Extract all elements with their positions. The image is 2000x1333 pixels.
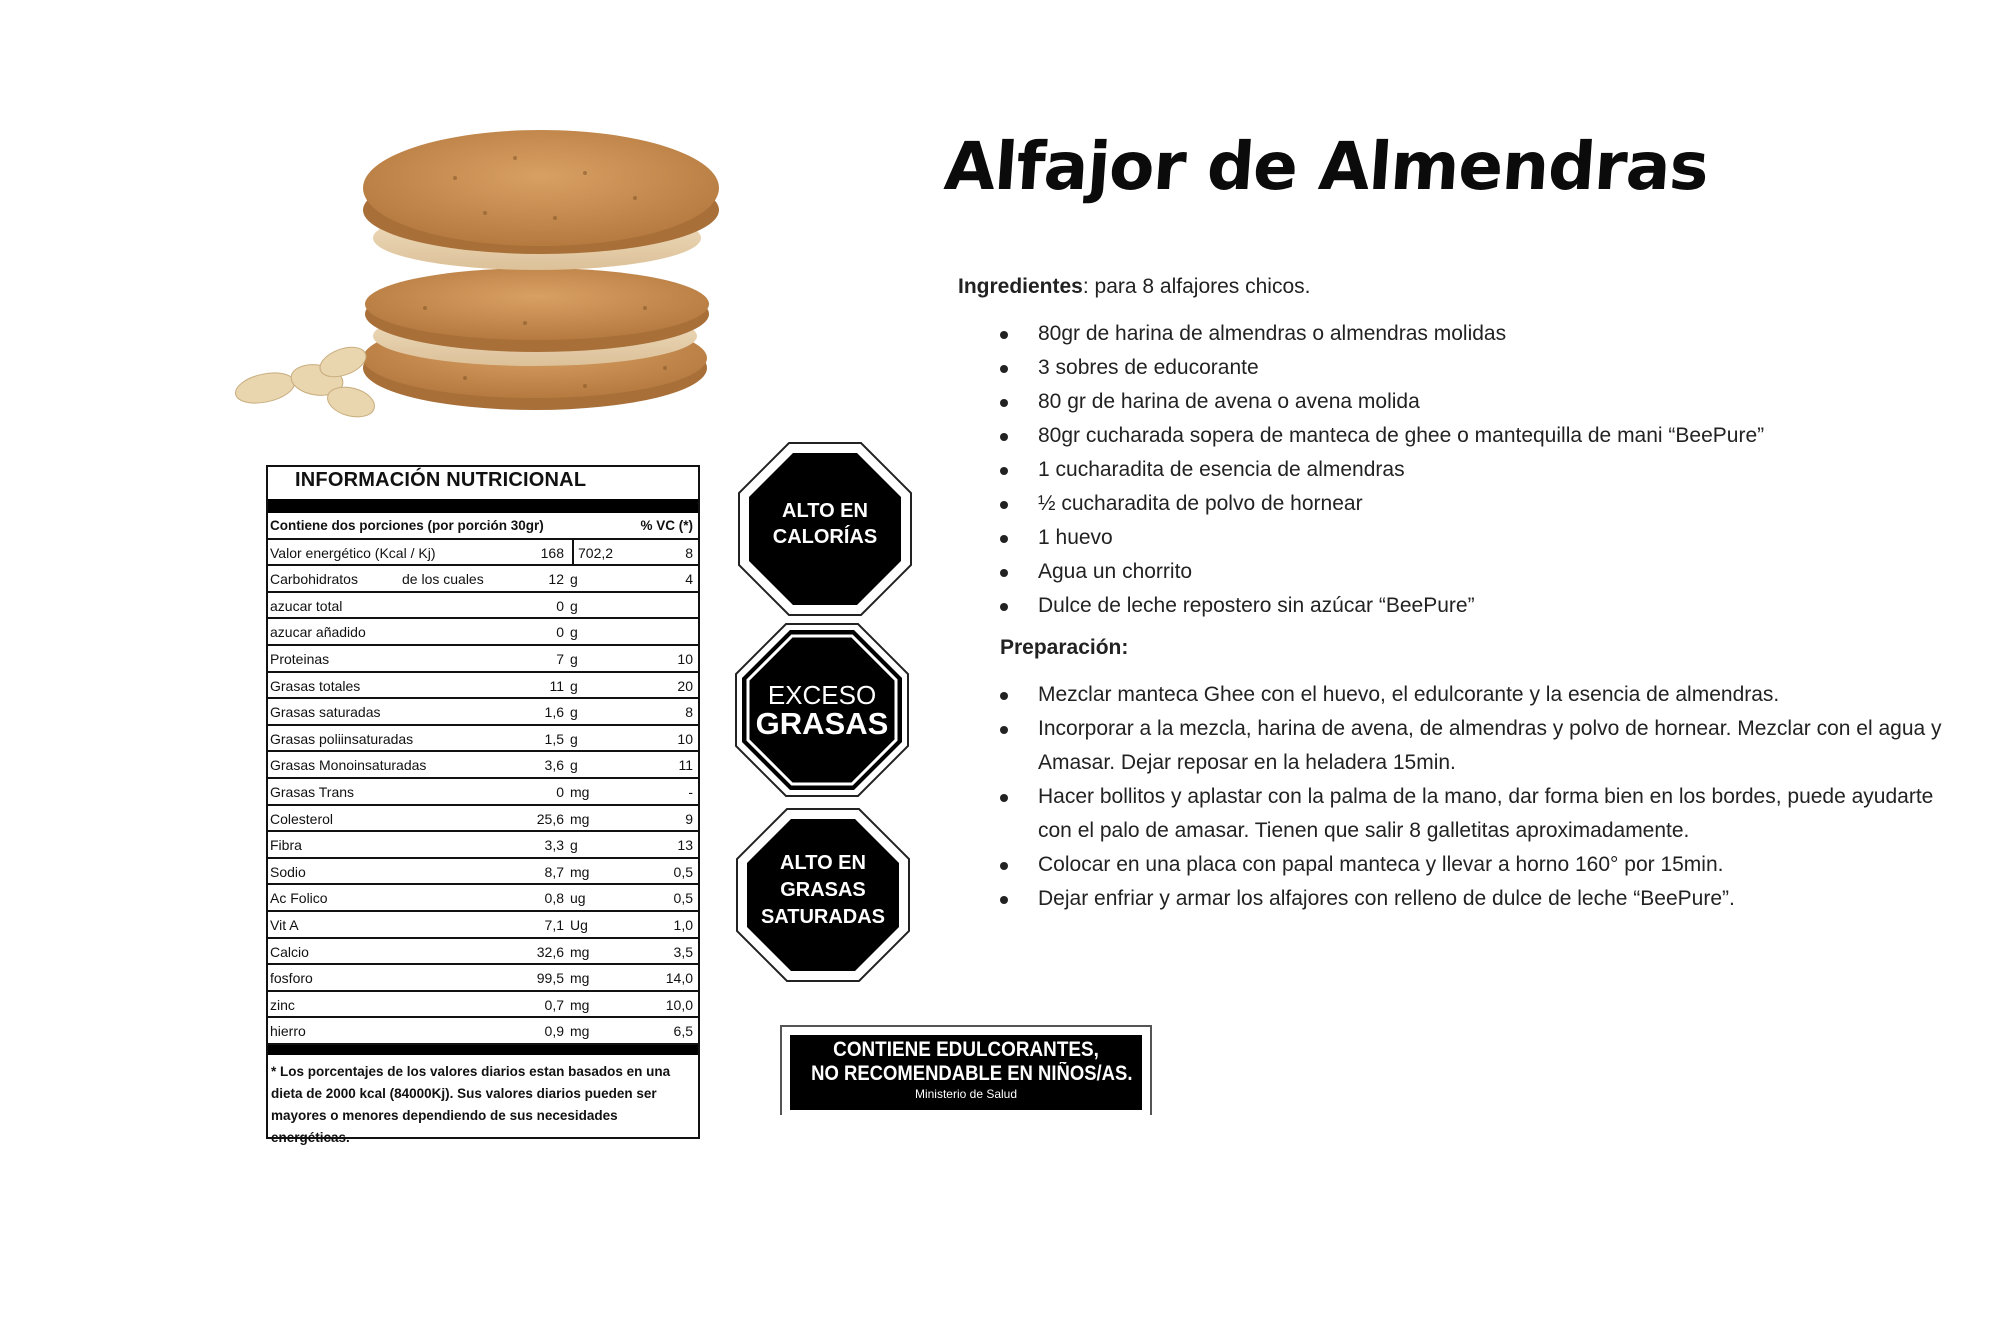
nutrient-vc: 8 xyxy=(685,544,693,561)
nutrient-unit: g xyxy=(570,704,578,721)
nutrient-name: Grasas saturadas xyxy=(270,704,381,721)
nutrient-amount: 8,7 xyxy=(544,863,564,880)
preparation-heading: Preparación: xyxy=(1000,636,1129,659)
seal-line: ALTO EN xyxy=(782,500,868,522)
nutrient-name: Grasas Trans xyxy=(270,783,355,800)
nutrient-vc: 0,5 xyxy=(673,863,693,880)
nutrient-name: fosforo xyxy=(270,970,313,987)
nutrient-vc: 13 xyxy=(677,837,693,854)
nutrition-portion-row xyxy=(268,513,698,540)
nutrient-name: zinc xyxy=(270,996,295,1013)
nutrient-vc: 6,5 xyxy=(673,1023,693,1040)
nutrient-unit: mg xyxy=(570,810,590,827)
nutrient-unit: ug xyxy=(570,890,586,907)
alfajor-product-image xyxy=(225,118,745,428)
preparation-list xyxy=(958,678,1958,916)
portion-label: Contiene dos porciones (por porción 30gr) xyxy=(270,518,544,533)
ingredient-item: Dulce de leche repostero sin azúcar “BeePure” xyxy=(958,589,1958,623)
nutrient-amount: 3,6 xyxy=(544,757,564,774)
nutrition-row xyxy=(268,673,698,700)
nutrient-note: de los cuales xyxy=(402,571,484,588)
preparation-step: Incorporar a la mezcla, harina de avena, de almendras y polvo de hornear. Mezclar con el agua y Amasar. Dejar reposar en la heladera 15min. xyxy=(958,712,1958,780)
nutrient-amount: 7,1 xyxy=(544,916,564,933)
nutrition-row xyxy=(268,752,698,779)
nutrient-amount: 7 xyxy=(556,650,564,667)
nutrient-name: Proteinas xyxy=(270,650,330,667)
nutrition-footnote: * Los porcentajes de los valores diarios estan basados en una dieta de 2000 kcal (84000Kj). Sus valores diarios pueden ser mayores o menores dependiendo de sus necesidades energéticas. xyxy=(271,1063,671,1145)
nutrient-unit: mg xyxy=(570,783,590,800)
ingredients-intro-text: : para 8 alfajores chicos. xyxy=(1082,275,1311,298)
nutrient-unit: g xyxy=(570,837,578,854)
nutrient-vc: 10 xyxy=(677,650,693,667)
preparation-step: Colocar en una placa con papal manteca y llevar a horno 160° por 15min. xyxy=(958,848,1958,882)
nutrient-amount: 168 xyxy=(540,544,564,561)
nutrient-vc: 11 xyxy=(678,757,693,774)
nutrient-unit: g xyxy=(570,677,578,694)
nutrient-name: Carbohidratos xyxy=(270,571,358,588)
nutrient-unit: Ug xyxy=(570,916,588,933)
vc-header: % VC (*) xyxy=(640,518,693,533)
nutrient-vc: 0,5 xyxy=(673,890,693,907)
nutrient-name: Vit A xyxy=(270,916,299,933)
nutrient-vc: 9 xyxy=(685,810,693,827)
seal-line: SATURADAS xyxy=(760,906,886,928)
nutrient-amount: 25,6 xyxy=(536,810,564,827)
nutrient-vc: 3,5 xyxy=(673,943,693,960)
warning-line-1: CONTIENE EDULCORANTES, xyxy=(833,1038,1099,1061)
nutrition-row xyxy=(268,859,698,886)
nutrition-row xyxy=(268,699,698,726)
nutrition-row xyxy=(268,912,698,939)
seal-exceso-grasas xyxy=(734,622,910,798)
nutrient-vc: 1,0 xyxy=(673,916,693,933)
nutrient-name: Sodio xyxy=(270,863,306,880)
nutrient-name: azucar total xyxy=(270,597,343,614)
nutrient-vc: - xyxy=(688,783,693,800)
nutrient-name: Grasas poliinsaturadas xyxy=(270,730,414,747)
nutrient-name: azucar añadido xyxy=(270,624,366,641)
sweetener-warning-box xyxy=(780,1025,1152,1115)
nutrient-amount: 32,6 xyxy=(536,943,564,960)
nutrient-amount: 0 xyxy=(556,597,564,614)
nutrition-row xyxy=(268,619,698,646)
nutrient-amount: 0,7 xyxy=(544,996,564,1013)
nutrient-unit: mg xyxy=(570,943,590,960)
nutrition-row xyxy=(268,992,698,1019)
nutrient-name: Calcio xyxy=(270,943,309,960)
nutrient-amount: 3,3 xyxy=(544,837,564,854)
nutrient-name: Grasas Monoinsaturadas xyxy=(270,757,427,774)
nutrition-row xyxy=(268,1018,698,1045)
nutrient-amount: 11 xyxy=(549,677,564,694)
seal-alto-en-grasas-saturadas xyxy=(735,807,911,983)
nutrition-row xyxy=(268,540,698,567)
recipe-body xyxy=(958,275,1958,916)
nutrition-row xyxy=(268,646,698,673)
nutrient-unit: g xyxy=(570,730,578,747)
nutrient-vc: 10 xyxy=(677,730,693,747)
nutrition-facts-table xyxy=(266,465,700,1145)
nutrient-amount: 0,8 xyxy=(544,890,564,907)
nutrient-name: Fibra xyxy=(270,837,302,854)
nutrient-unit: mg xyxy=(570,1023,590,1040)
ingredient-item: ½ cucharadita de polvo de hornear xyxy=(958,487,1958,521)
nutrition-divider xyxy=(268,499,698,513)
nutrient-name: Ac Folico xyxy=(270,890,328,907)
nutrient-amount: 99,5 xyxy=(536,970,564,987)
preparation-step: Dejar enfriar y armar los alfajores con relleno de dulce de leche “BeePure”. xyxy=(958,882,1958,916)
nutrient-unit: mg xyxy=(570,863,590,880)
ingredients-list xyxy=(958,317,1958,623)
sweetener-warning xyxy=(790,1035,1142,1110)
nutrition-row xyxy=(268,566,698,593)
ingredients-heading xyxy=(958,275,1958,299)
ingredient-item: 80 gr de harina de avena o avena molida xyxy=(958,385,1958,419)
nutrient-unit: g xyxy=(570,624,578,641)
nutrition-row xyxy=(268,593,698,620)
preparation-step: Mezclar manteca Ghee con el huevo, el edulcorante y la esencia de almendras. xyxy=(958,678,1958,712)
nutrient-amount: 12 xyxy=(548,571,564,588)
nutrient-amount: 0,9 xyxy=(544,1023,564,1040)
seal-line: ALTO EN xyxy=(780,852,866,874)
nutrient-vc: 20 xyxy=(677,677,693,694)
nutrition-divider xyxy=(268,1045,698,1055)
nutrient-amount: 1,5 xyxy=(544,730,564,747)
nutrient-name: Valor energético (Kcal / Kj) xyxy=(270,544,436,561)
nutrient-vc: 8 xyxy=(685,704,693,721)
nutrition-heading: INFORMACIÓN NUTRICIONAL xyxy=(295,469,587,491)
nutrition-row xyxy=(268,832,698,859)
seal-line: GRASAS xyxy=(780,879,866,901)
warning-line-2: NO RECOMENDABLE EN NIÑOS/AS. xyxy=(811,1062,1133,1085)
recipe-title: Alfajor de Almendras xyxy=(942,128,1711,205)
nutrient-name: Grasas totales xyxy=(270,677,361,694)
nutrient-name: Colesterol xyxy=(270,810,334,827)
nutrient-amount: 0 xyxy=(556,624,564,641)
nutrition-rows xyxy=(268,540,698,1045)
ingredient-item: 80gr cucharada sopera de manteca de ghee o mantequilla de mani “BeePure” xyxy=(958,419,1958,453)
nutrition-row xyxy=(268,939,698,966)
nutrient-kj: 702,2 xyxy=(572,540,613,566)
nutrition-row xyxy=(268,726,698,753)
ingredients-label: Ingredientes xyxy=(958,275,1083,298)
nutrient-unit: g xyxy=(570,597,578,614)
nutrient-unit: mg xyxy=(570,970,590,987)
nutrient-amount: 1,6 xyxy=(544,704,564,721)
nutrition-row xyxy=(268,806,698,833)
ingredient-item: 1 huevo xyxy=(958,521,1958,555)
nutrient-vc: 14,0 xyxy=(665,970,693,987)
ingredient-item: 80gr de harina de almendras o almendras molidas xyxy=(958,317,1958,351)
seal-line: GRASAS xyxy=(755,706,889,741)
nutrient-name: hierro xyxy=(270,1023,306,1040)
seal-line: CALORÍAS xyxy=(772,526,878,548)
ingredient-item: 1 cucharadita de esencia de almendras xyxy=(958,453,1958,487)
seal-alto-en-calorias xyxy=(737,441,913,617)
nutrient-vc: 10,0 xyxy=(665,996,693,1013)
nutrient-vc: 4 xyxy=(685,571,693,588)
nutrient-unit: mg xyxy=(570,996,590,1013)
nutrition-row xyxy=(268,779,698,806)
warning-source: Ministerio de Salud xyxy=(914,1087,1018,1101)
ingredient-item: Agua un chorrito xyxy=(958,555,1958,589)
nutrient-unit: g xyxy=(570,650,578,667)
nutrition-row xyxy=(268,965,698,992)
ingredient-item: 3 sobres de educorante xyxy=(958,351,1958,385)
nutrition-row xyxy=(268,885,698,912)
nutrient-unit: g xyxy=(570,757,578,774)
preparation-step: Hacer bollitos y aplastar con la palma de la mano, dar forma bien en los bordes, puede ayudarte con el palo de amasar. Tienen que salir 8 galletitas aproximadamente. xyxy=(958,780,1958,848)
seal-line: EXCESO xyxy=(767,680,877,710)
nutrient-amount: 0 xyxy=(556,783,564,800)
nutrient-unit: g xyxy=(570,571,578,588)
